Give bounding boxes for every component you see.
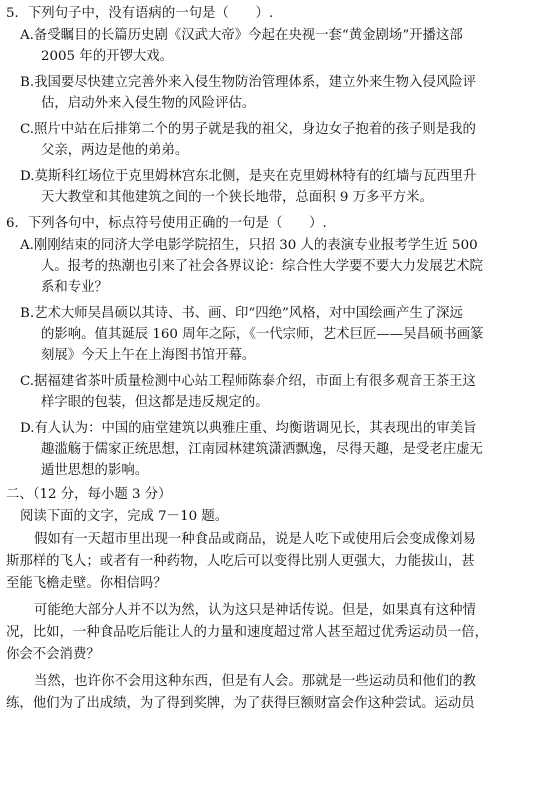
question-6 <box>6 213 523 481</box>
question-5 <box>6 3 523 208</box>
paragraph-line: 况，比如，一种食品吃后能让人的力量和速度超过常人甚至超过优秀运动员一倍， <box>6 625 489 640</box>
option-line: A.备受瞩目的长篇历史剧《汉武大帝》今起在央视一套“黄金剧场”开播这部 <box>20 28 463 43</box>
option-line: 刻展》今天上午在上海图书馆开幕。 <box>41 348 256 363</box>
option-line: 系和专业？ <box>41 280 108 295</box>
option-line: 天大教堂和其他建筑之间的一个狭长地带，总面积 9 万多平方米。 <box>41 190 433 205</box>
section-instruction: 阅读下面的文字，完成 7－10 题。 <box>20 509 229 524</box>
paragraph-line: 练，他们为了出成绩，为了得到奖牌，为了获得巨额财富会作这种尝试。运动员 <box>6 696 475 711</box>
section-heading: 二、（12 分，每小题 3 分） <box>6 487 172 502</box>
option-line: 遁世思想的影响。 <box>41 463 149 478</box>
section-2 <box>6 484 523 529</box>
passage-paragraph <box>6 671 523 715</box>
option-line: B.我国要尽快建立完善外来入侵生物防治管理体系，建立外来生物入侵风险评 <box>20 75 476 90</box>
paragraph-line: 假如有一天超市里出现一种食品或商品，说是人吃下或使用后会变成像刘易 <box>34 532 476 547</box>
option-line: 2005 年的开锣大戏。 <box>41 49 174 64</box>
option-line: C.照片中站在后排第二个的男子就是我的祖父，身边女子抱着的孩子则是我的 <box>20 122 476 137</box>
paragraph-line: 至能飞檐走壁。你相信吗？ <box>6 576 167 591</box>
question-5-option-c <box>6 119 523 161</box>
option-line: C.据福建省茶叶质量检测中心站工程师陈泰介绍，市面上有很多观音王茶王这 <box>20 374 476 389</box>
question-6-option-b <box>6 303 523 366</box>
option-line: 趣滥觞于儒家正统思想，江南园林建筑潇洒飘逸，尽得天趣，是受老庄虚无 <box>41 442 483 457</box>
paragraph-line: 斯那样的飞人；或者有一种药物，人吃后可以变得比别人更强大，力能拔山，甚 <box>6 554 475 569</box>
option-line: B.艺术大师吴昌硕以其诗、书、画、印“四绝”风格，对中国绘画产生了深远 <box>20 306 463 321</box>
paragraph-line: 你会不会消费？ <box>6 647 100 662</box>
paragraph-line: 当然，也许你不会用这种东西，但是有人会。那就是一些运动员和他们的教 <box>34 674 476 689</box>
option-line: 父亲，两边是他的弟弟。 <box>41 143 189 158</box>
option-line: D.莫斯科红场位于克里姆林宫东北侧，是夹在克里姆林特有的红墙与瓦西里升 <box>20 169 477 184</box>
option-line: 的影响。值其诞辰 160 周年之际，《一代宗师，艺术巨匠——吴昌硕书画篆 <box>41 327 484 342</box>
question-5-option-d <box>6 166 523 208</box>
passage-paragraph <box>6 600 523 666</box>
option-line: 样字眼的包装，但这都是违反规定的。 <box>41 395 269 410</box>
question-6-option-d <box>6 418 523 481</box>
question-5-option-a <box>6 25 523 67</box>
question-6-stem: 6．下列各句中，标点符号使用正确的一句是（ ）. <box>6 216 327 231</box>
question-6-option-c <box>6 371 523 413</box>
option-line: A.刚刚结束的同济大学电影学院招生，只招 30 人的表演专业报考学生近 500 <box>20 238 478 253</box>
passage-paragraph <box>6 529 523 595</box>
option-line: 人。报考的热潮也引来了社会各界议论：综合性大学要不要大力发展艺术院 <box>41 259 483 274</box>
question-6-option-a <box>6 235 523 298</box>
option-line: 估，启动外来入侵生物的风险评估。 <box>41 96 256 111</box>
question-5-option-b <box>6 72 523 114</box>
paragraph-line: 可能绝大部分人并不以为然，认为这只是神话传说。但是，如果真有这种情 <box>34 603 476 618</box>
reading-passage <box>6 529 523 715</box>
option-line: D.有人认为：中国的庙堂建筑以典雅庄重、均衡谐调见长，其表现出的审美旨 <box>20 421 477 436</box>
question-5-stem: 5．下列句子中，没有语病的一句是（ ）. <box>6 6 274 21</box>
